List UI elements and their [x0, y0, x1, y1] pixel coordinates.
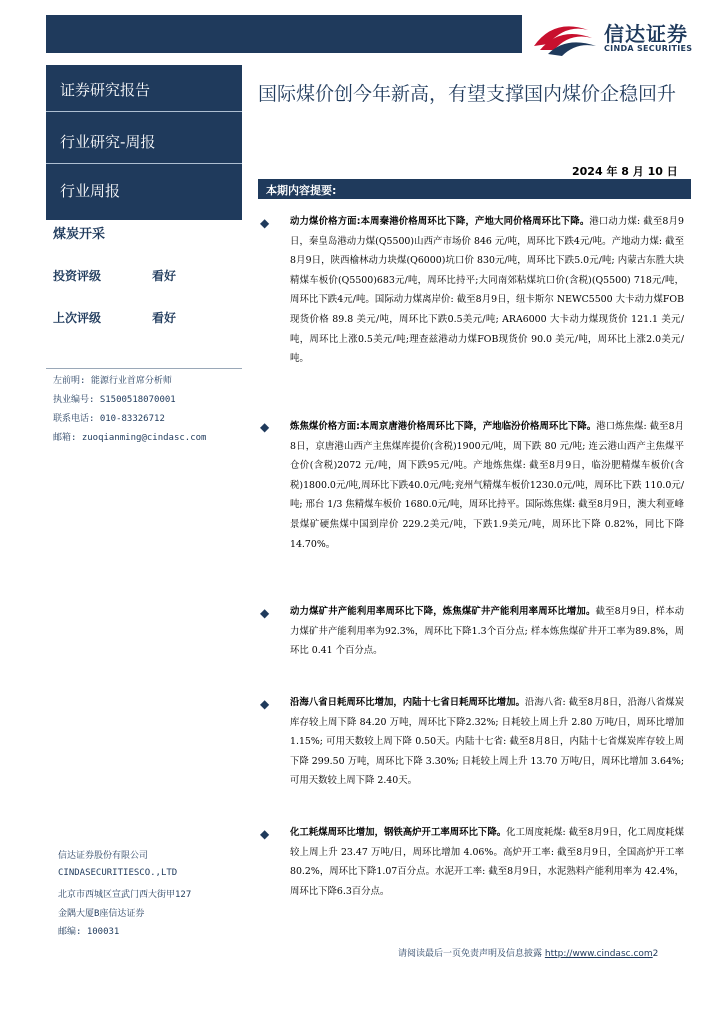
- bullet-diamond-icon: ◆: [260, 420, 270, 434]
- report-title: 国际煤价创今年新高，有望支撑国内煤价企稳回升: [258, 83, 677, 105]
- disclaimer-note: [398, 946, 658, 959]
- report-type: 证券研究报告: [60, 81, 151, 99]
- company-address-1: 北京市西城区宣武门西大街甲127: [58, 890, 192, 900]
- summary-item: [290, 693, 684, 791]
- sidebar-separator: [46, 368, 242, 369]
- summary-heading: 本期内容提要:: [266, 184, 337, 197]
- summary-item-body: 沿海八省: 截至8月8日，沿海八省煤炭库存较上周下降 84.20 万吨，周环比下降2.32%; 日耗较上周上升 2.80 万吨/日，周环比增加 1.15%; 可用天数较上周下降 0.50天。内陆十七省: 截至8月8日，内陆十七省煤炭库存较上周下降 299.50 万吨，周环比下降 3.30%; 日耗较上周上升 13.70 万吨/日，周环比增加 3.64%; 可用天数较上周下降 2.40天。: [290, 697, 684, 787]
- sidebar-panel: [46, 65, 242, 220]
- bullet-diamond-icon: ◆: [260, 827, 270, 841]
- summary-item-body: 截至8月9日，样本动力煤矿井产能利用率为92.3%，周环比下降1.3个百分点; 样本炼焦煤矿井开工率为89.8%，周环比 0.41 个百分点。: [290, 606, 684, 657]
- summary-item: [290, 212, 684, 369]
- logo-text-en: CINDA SECURITIES: [604, 44, 693, 53]
- report-category: 行业研究-周报: [60, 133, 156, 151]
- page-number: 2: [652, 949, 659, 959]
- summary-item-body: 港口动力煤: 截至8月9日，秦皇岛港动力煤(Q5500)山西产市场价 846 元/吨，周环比下跌4元/吨。产地动力煤: 截至8月9日，陕西榆林动力块煤(Q6000)坑口价 830元/吨，周环比下跌5.0元/吨; 内蒙古东胜大块精煤车板价(Q5500)683元/吨，周环比持平;大同南郊粘煤坑口价(含税)(Q5500) 718元/吨，周环比下跌4元/吨。国际动力煤离岸价: 截至8月9日，纽卡斯尔 NEWC5500 大卡动力煤FOB现货价格 89.8 美元/吨，周环比下跌0.5美元/吨; ARA6000 大卡动力煤现货价 121.1 美元/吨，周环比上涨0.5美元/吨;理查兹港动力煤FOB现货价 90.0 美元/吨，周环比上涨2.0美元/吨。: [290, 216, 684, 365]
- summary-heading-bar: [258, 179, 691, 199]
- summary-item: [290, 602, 684, 661]
- rating-label: 投资评级: [53, 269, 102, 283]
- prev-rating-value: 看好: [152, 311, 177, 325]
- top-banner: [46, 15, 522, 53]
- analyst-license: 执业编号: S1500518070001: [53, 395, 176, 405]
- bullet-diamond-icon: ◆: [260, 697, 270, 711]
- bullet-diamond-icon: ◆: [260, 606, 270, 620]
- industry-name: 煤炭开采: [53, 227, 106, 242]
- summary-item-head: 化工耗煤周环比增加，钢铁高炉开工率周环比下降。: [290, 827, 507, 838]
- report-subtype: 行业周报: [60, 182, 121, 200]
- summary-item: [290, 417, 684, 554]
- rating-value: 看好: [152, 269, 177, 283]
- analyst-phone: 联系电话: 010-83326712: [53, 414, 165, 424]
- summary-item-body: 化工周度耗煤: 截至8月9日，化工周度耗煤较上周上升 23.47 万吨/日，周环比增加 4.06%。高炉开工率: 截至8月9日，全国高炉开工率 80.2%，周环比下降1.07百分点。水泥开工率: 截至8月9日，水泥熟料产能利用率为 42.4%，周环比下降6.3百分点。: [290, 827, 684, 897]
- summary-item-body: 港口炼焦煤: 截至8月8日，京唐港山西产主焦煤库提价(含税)1900元/吨，周下跌 80 元/吨; 连云港山西产主焦煤平仓价(含税)2072 元/吨，周下跌95元/吨。产地炼焦煤: 截至8月9日，临汾肥精煤车板价(含税)1800.0元/吨,周环比下跌40.0元/吨;兖州气精煤车板价1230.0元/吨，周环比下跌 110.0元/吨; 邢台 1/3 焦精煤车板价 1680.0元/吨，周环比持平。国际炼焦煤: 截至8月9日，澳大利亚峰景煤矿硬焦煤中国到岸价 229.2美元/吨，下跌1.9美元/吨，周环比下降 0.82%，同比下降 14.70%。: [290, 421, 684, 550]
- company-postcode: 邮编: 100031: [58, 927, 120, 937]
- report-date: 2024 年 8 月 10 日: [572, 165, 678, 178]
- analyst-email[interactable]: 邮箱: zuoqianming@cindasc.com: [53, 433, 207, 443]
- bullet-diamond-icon: ◆: [260, 216, 270, 230]
- company-name-en: CINDASECURITIESCO.,LTD: [58, 868, 178, 878]
- summary-item-head: 动力煤矿井产能利用率周环比下降，炼焦煤矿井产能利用率周环比增加。: [290, 606, 596, 617]
- summary-item-head: 动力煤价格方面:本周秦港价格周环比下降，产地大同价格周环比下降。: [290, 216, 590, 227]
- website-link[interactable]: http://www.cindasc.com: [544, 949, 653, 959]
- summary-item-head: 沿海八省日耗周环比增加，内陆十七省日耗周环比增加。: [290, 697, 525, 708]
- company-address-2: 金隅大厦B座信达证券: [58, 909, 145, 919]
- sidebar-divider: [46, 163, 242, 164]
- sidebar-divider: [46, 111, 242, 112]
- prev-rating-label: 上次评级: [53, 311, 102, 325]
- analyst-name: 左前明: 能源行业首席分析师: [53, 376, 172, 386]
- summary-item: [290, 823, 684, 901]
- company-name-cn: 信达证券股份有限公司: [58, 851, 149, 861]
- disclaimer-text: 请阅读最后一页免责声明及信息披露: [398, 949, 545, 959]
- logo-text-cn: 信达证券: [604, 22, 688, 46]
- summary-item-head: 炼焦煤价格方面:本周京唐港价格周环比下降，产地临汾价格周环比下降。: [290, 421, 597, 432]
